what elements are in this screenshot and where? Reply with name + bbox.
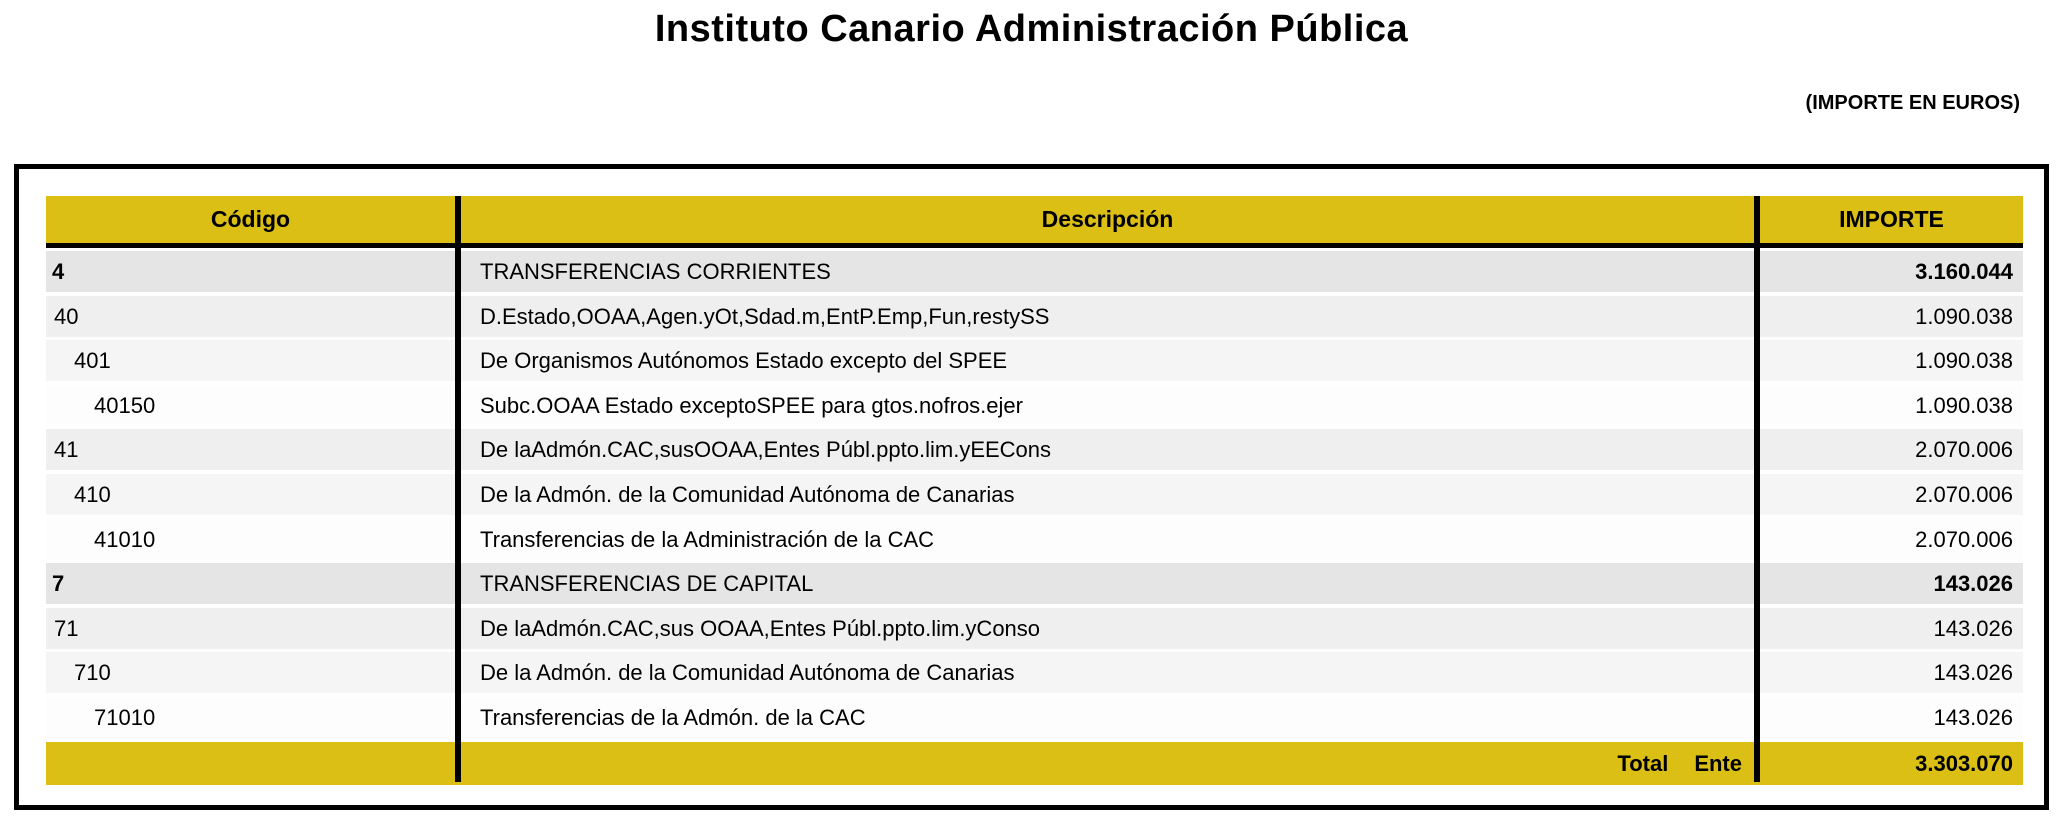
row-description: TRANSFERENCIAS DE CAPITAL [480, 571, 814, 597]
row-code: 410 [74, 481, 111, 507]
total-label [46, 742, 1754, 785]
total-label-secondary: Ente [1694, 750, 1742, 776]
table-row [46, 251, 2023, 292]
currency-note: (IMPORTE EN EUROS) [1805, 92, 2020, 114]
row-amount: 3.160.044 [1915, 259, 2013, 284]
total-label-primary: Total [1617, 750, 1669, 776]
row-description: De Organismos Autónomos Estado excepto del SPEE [480, 348, 1008, 374]
row-code: 41010 [94, 526, 156, 552]
total-row [46, 742, 2023, 785]
row-amount: 1.090.038 [1915, 348, 2013, 374]
table-row [46, 340, 2023, 381]
table-rows [46, 248, 2023, 738]
table-row [46, 697, 2023, 738]
budget-table-frame [14, 164, 2049, 810]
table-row [46, 296, 2023, 337]
column-header-descripcion: Descripción [1041, 206, 1174, 232]
row-description: TRANSFERENCIAS CORRIENTES [480, 259, 831, 284]
row-description: Subc.OOAA Estado exceptoSPEE para gtos.nofros.ejer [480, 392, 1023, 418]
row-code: 41 [54, 437, 79, 463]
row-description: De laAdmón.CAC,sus OOAA,Entes Públ.ppto.lim.yConso [480, 615, 1041, 641]
table-header-row [46, 196, 2023, 243]
row-amount: 143.026 [1933, 571, 2013, 597]
row-amount: 2.070.006 [1915, 526, 2013, 552]
table-row [46, 385, 2023, 426]
row-code: 401 [74, 348, 111, 374]
column-divider-descripcion-importe [1754, 196, 1760, 782]
page-title: Instituto Canario Administración Pública [654, 8, 1409, 50]
row-code: 71010 [94, 704, 156, 730]
row-amount: 2.070.006 [1915, 481, 2013, 507]
table-row [46, 429, 2023, 470]
row-code: 71 [54, 615, 79, 641]
row-description: De laAdmón.CAC,susOOAA,Entes Públ.ppto.lim.yEECons [480, 437, 1052, 463]
row-amount: 1.090.038 [1915, 303, 2013, 329]
column-divider-codigo-descripcion [455, 196, 461, 782]
row-amount: 2.070.006 [1915, 437, 2013, 463]
row-description: Transferencias de la Administración de la CAC [480, 526, 935, 552]
row-amount: 143.026 [1933, 615, 2013, 641]
row-code: 40 [54, 303, 79, 329]
table-row [46, 474, 2023, 515]
budget-table [46, 196, 2023, 785]
column-header-importe: IMPORTE [1839, 206, 1944, 232]
table-row [46, 519, 2023, 560]
table-row [46, 608, 2023, 649]
row-amount: 143.026 [1933, 704, 2013, 730]
row-code: 4 [52, 259, 65, 284]
table-row [46, 563, 2023, 604]
row-description: De la Admón. de la Comunidad Autónoma de Canarias [480, 481, 1015, 507]
row-code: 710 [74, 660, 111, 686]
row-amount: 143.026 [1933, 660, 2013, 686]
column-header-codigo: Código [210, 206, 291, 232]
table-row [46, 652, 2023, 693]
row-amount: 1.090.038 [1915, 392, 2013, 418]
row-code: 40150 [94, 392, 156, 418]
row-description: Transferencias de la Admón. de la CAC [480, 704, 866, 730]
total-amount: 3.303.070 [1915, 750, 2013, 776]
row-description: De la Admón. de la Comunidad Autónoma de Canarias [480, 660, 1015, 686]
row-description: D.Estado,OOAA,Agen.yOt,Sdad.m,EntP.Emp,Fun,restySS [480, 303, 1050, 329]
row-code: 7 [52, 571, 65, 597]
